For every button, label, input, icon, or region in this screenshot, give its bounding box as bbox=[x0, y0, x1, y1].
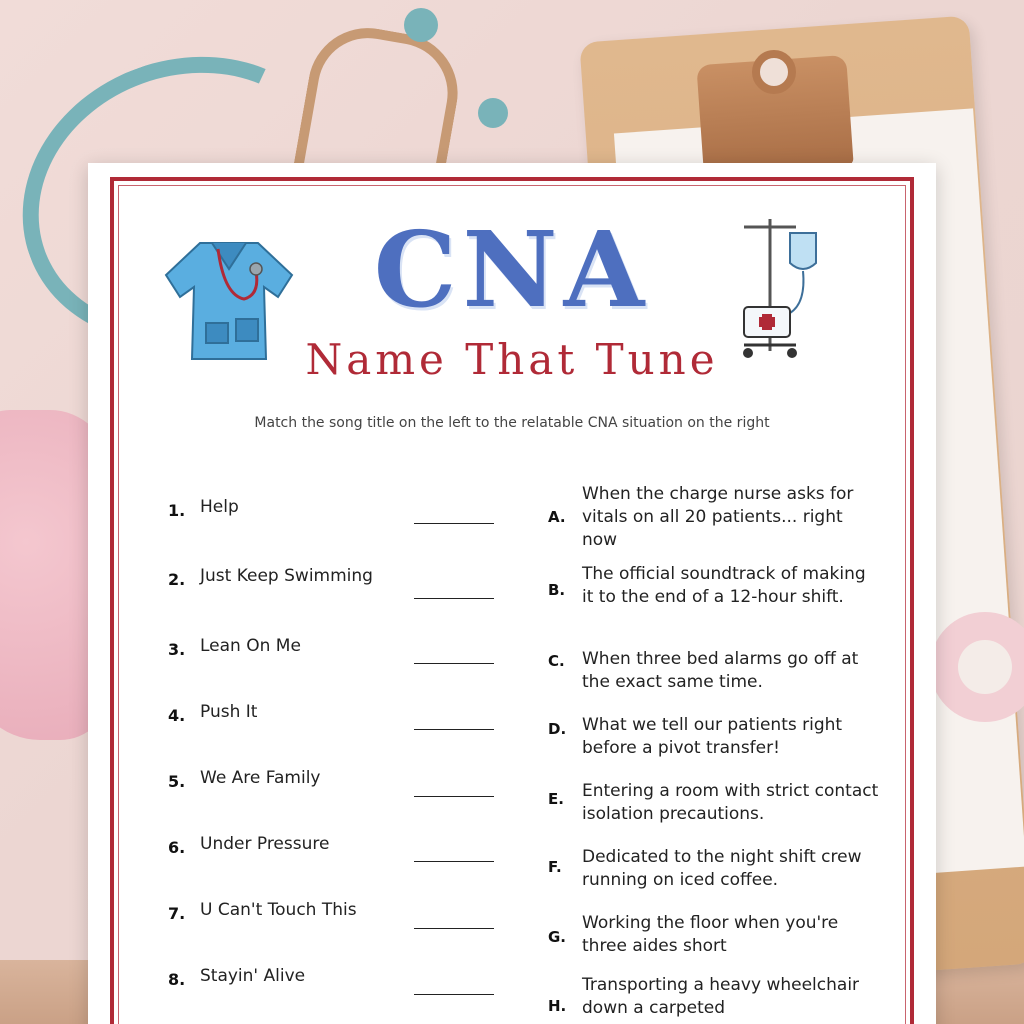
page-title: CNA bbox=[373, 208, 651, 331]
song-title: Under Pressure bbox=[200, 834, 330, 854]
answer-blank[interactable] bbox=[414, 861, 494, 862]
answer-blank[interactable] bbox=[414, 598, 494, 599]
song-number: 1. bbox=[168, 501, 186, 520]
song-title: Push It bbox=[200, 702, 258, 722]
answer-blank[interactable] bbox=[414, 663, 494, 664]
answer-blank[interactable] bbox=[414, 994, 494, 995]
instructions: Match the song title on the left to the relatable CNA situation on the right bbox=[254, 415, 770, 431]
worksheet bbox=[88, 163, 936, 1024]
situation-text: When three bed alarms go off at the exact same time. bbox=[582, 649, 859, 692]
song-title: Just Keep Swimming bbox=[200, 566, 373, 586]
answer-blank[interactable] bbox=[414, 928, 494, 929]
song-number: 6. bbox=[168, 838, 186, 857]
situation-text: The official soundtrack of making it to the end of a 12-hour shift. bbox=[582, 564, 866, 607]
song-title: U Can't Touch This bbox=[200, 900, 357, 920]
song-title: Lean On Me bbox=[200, 636, 301, 656]
situation-text: Transporting a heavy wheelchair down a carpeted bbox=[582, 975, 860, 1018]
answer-blank[interactable] bbox=[414, 523, 494, 524]
situation-letter: C. bbox=[548, 652, 565, 670]
stethoscope-tip bbox=[478, 98, 508, 128]
answer-blank[interactable] bbox=[414, 796, 494, 797]
song-number: 4. bbox=[168, 706, 186, 725]
situation-text: Working the floor when you're three aides short bbox=[582, 913, 839, 956]
situation-text: Entering a room with strict contact isolation precautions. bbox=[582, 781, 879, 824]
situation-text: When the charge nurse asks for vitals on all 20 patients... right now bbox=[582, 484, 854, 550]
situation-letter: D. bbox=[548, 720, 567, 738]
song-title: Stayin' Alive bbox=[200, 966, 306, 986]
situation-letter: E. bbox=[548, 790, 564, 808]
page-subtitle: Name That Tune bbox=[305, 335, 719, 384]
clipboard-clip-hole bbox=[752, 50, 796, 94]
situation-letter: H. bbox=[548, 997, 567, 1015]
situation-text: Dedicated to the night shift crew running on iced coffee. bbox=[582, 847, 862, 890]
situation-letter: G. bbox=[548, 928, 567, 946]
song-number: 3. bbox=[168, 640, 186, 659]
song-title: Help bbox=[200, 497, 239, 517]
situation-text: What we tell our patients right before a pivot transfer! bbox=[582, 715, 843, 758]
song-number: 5. bbox=[168, 772, 186, 791]
song-number: 7. bbox=[168, 904, 186, 923]
situation-letter: B. bbox=[548, 581, 566, 599]
answer-blank[interactable] bbox=[414, 729, 494, 730]
song-title: We Are Family bbox=[200, 768, 321, 788]
situation-letter: F. bbox=[548, 858, 562, 876]
song-number: 8. bbox=[168, 970, 186, 989]
song-number: 2. bbox=[168, 570, 186, 589]
situation-letter: A. bbox=[548, 508, 566, 526]
stethoscope-tip bbox=[404, 8, 438, 42]
